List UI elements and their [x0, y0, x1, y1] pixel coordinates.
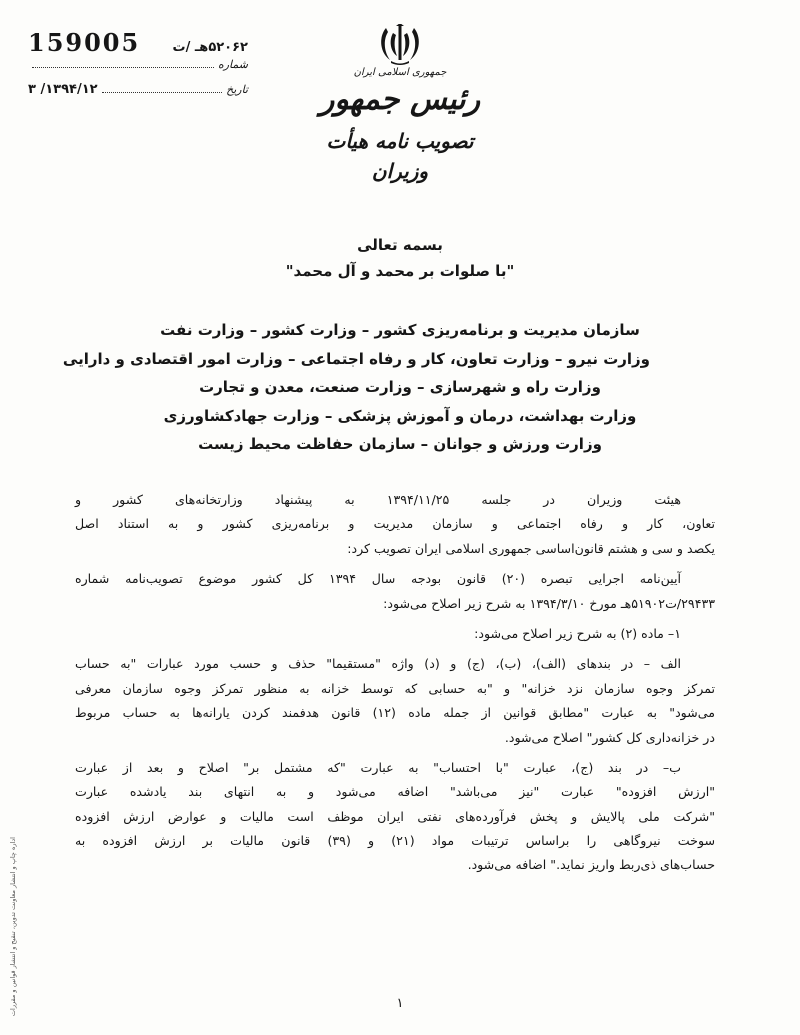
dotted-line [102, 92, 223, 93]
decree-body [75, 488, 715, 878]
body-line: ۱– ماده (۲) به شرح زیر اصلاح می‌شود: [474, 625, 681, 641]
addressee-line: وزارت نیرو – وزارت تعاون، کار و رفاه اجتماعی – وزارت امور اقتصادی و دارایی [62, 349, 650, 368]
letter-meta [28, 28, 248, 106]
body-line: حساب‌های ذی‌ربط واریز نماید." اضافه می‌شود. [467, 857, 715, 873]
addressee-line: وزارت راه و شهرسازی – وزارت صنعت، معدن و تجارت [199, 378, 601, 396]
basmala: بسمه تعالی [357, 236, 443, 254]
body-line: ۲۹۴۳۳/ت۵۱۹۰۲هـ مورخ ۱۳۹۴/۳/۱۰ به شرح زیر اصلاح می‌شود: [383, 595, 715, 611]
letter-number-value: ۵۲۰۶۲هـ /ت [172, 40, 248, 55]
letterhead-title: رئیس جمهور [319, 82, 481, 117]
body-line: یکصد و سی و هشتم قانون‌اساسی جمهوری اسلامی ایران تصویب کرد: [347, 540, 715, 556]
letter-number-label: شماره [217, 58, 248, 71]
salawat: "با صلوات بر محمد و آل محمد" [285, 262, 515, 280]
body-line: تعاون، کار و رفاه اجتماعی و سازمان مدیریت و برنامه‌ریزی کشور و به استناد اصل [75, 516, 715, 532]
margin-note [4, 837, 18, 1017]
page-number: ۱ [396, 996, 404, 1011]
number-label-row [28, 58, 248, 82]
addressee-line: سازمان مدیریت و برنامه‌ریزی کشور – وزارت کشور – وزارت نفت [160, 321, 640, 339]
body-line: در خزانه‌داری کل کشور" اصلاح می‌شود. [504, 729, 715, 745]
body-line: تمرکز وجوه سازمان نزد خزانه" و "به حسابی که توسط خزانه به منظور تمرکز وجوه سازمان معرفی [75, 680, 715, 696]
dotted-line [32, 67, 214, 68]
addressee-list [62, 316, 650, 459]
body-line: "ارزش افزوده" عبارت "نیز می‌باشد" اضافه می‌شود و به انتهای بند یادشده عبارت [75, 784, 715, 800]
body-line: سوخت نیروگاهی را براساس ترتیبات مواد (۲۱) و (۳۹) قانون مالیات بر ارزش افزوده به [75, 833, 715, 849]
date-row [28, 82, 248, 106]
emblem-caption: جمهوری اسلامی ایران [353, 67, 447, 78]
date-value: ۱۳۹۴/۱۲/ ۳ [28, 82, 98, 97]
date-label: تاریخ [226, 83, 248, 96]
letterhead [300, 24, 500, 186]
addressee-line: وزارت ورزش و جوانان – سازمان حفاظت محیط زیست [198, 435, 602, 453]
body-line: "شرکت ملی پالایش و پخش فرآورده‌های نفتی ایران موظف است مالیات و عوارض ارزش افزوده [75, 808, 715, 824]
letter-number-row [28, 28, 248, 58]
letterhead-subtitle: تصویب نامه هیأت وزیران [326, 129, 474, 183]
handwritten-number: 159005 [28, 28, 141, 57]
body-line: می‌شود" به عبارت "مطابق قوانین از جمله ماده (۱۲) قانون هدفمند کردن یارانه‌ها به حساب مربوط [75, 705, 715, 721]
iran-emblem-icon [377, 24, 423, 66]
body-line: الف – در بندهای (الف)، (ب)، (ج) و (د) واژه "مستقیما" حذف و حسب مورد عبارات "به حساب [75, 656, 681, 672]
body-line: آیین‌نامه اجرایی تبصره (۲۰) قانون بودجه سال ۱۳۹۴ کل کشور موضوع تصویب‌نامه شماره [75, 571, 681, 587]
addressee-line: وزارت بهداشت، درمان و آموزش پزشکی – وزارت جهادکشاورزی [163, 406, 637, 425]
body-line: هیئت وزیران در جلسه ۱۳۹۴/۱۱/۲۵ به پیشنهاد وزارتخانه‌های کشور و [75, 492, 681, 507]
body-line: ب– در بند (ج)، عبارت "با احتساب" به عبارت "که مشتمل بر" اصلاح و بعد از عبارت [75, 759, 681, 775]
margin-note-text: اداره چاپ و انتشار معاونت تدوین، تنقیح و انتشار قوانین و مقررات [9, 837, 17, 1017]
